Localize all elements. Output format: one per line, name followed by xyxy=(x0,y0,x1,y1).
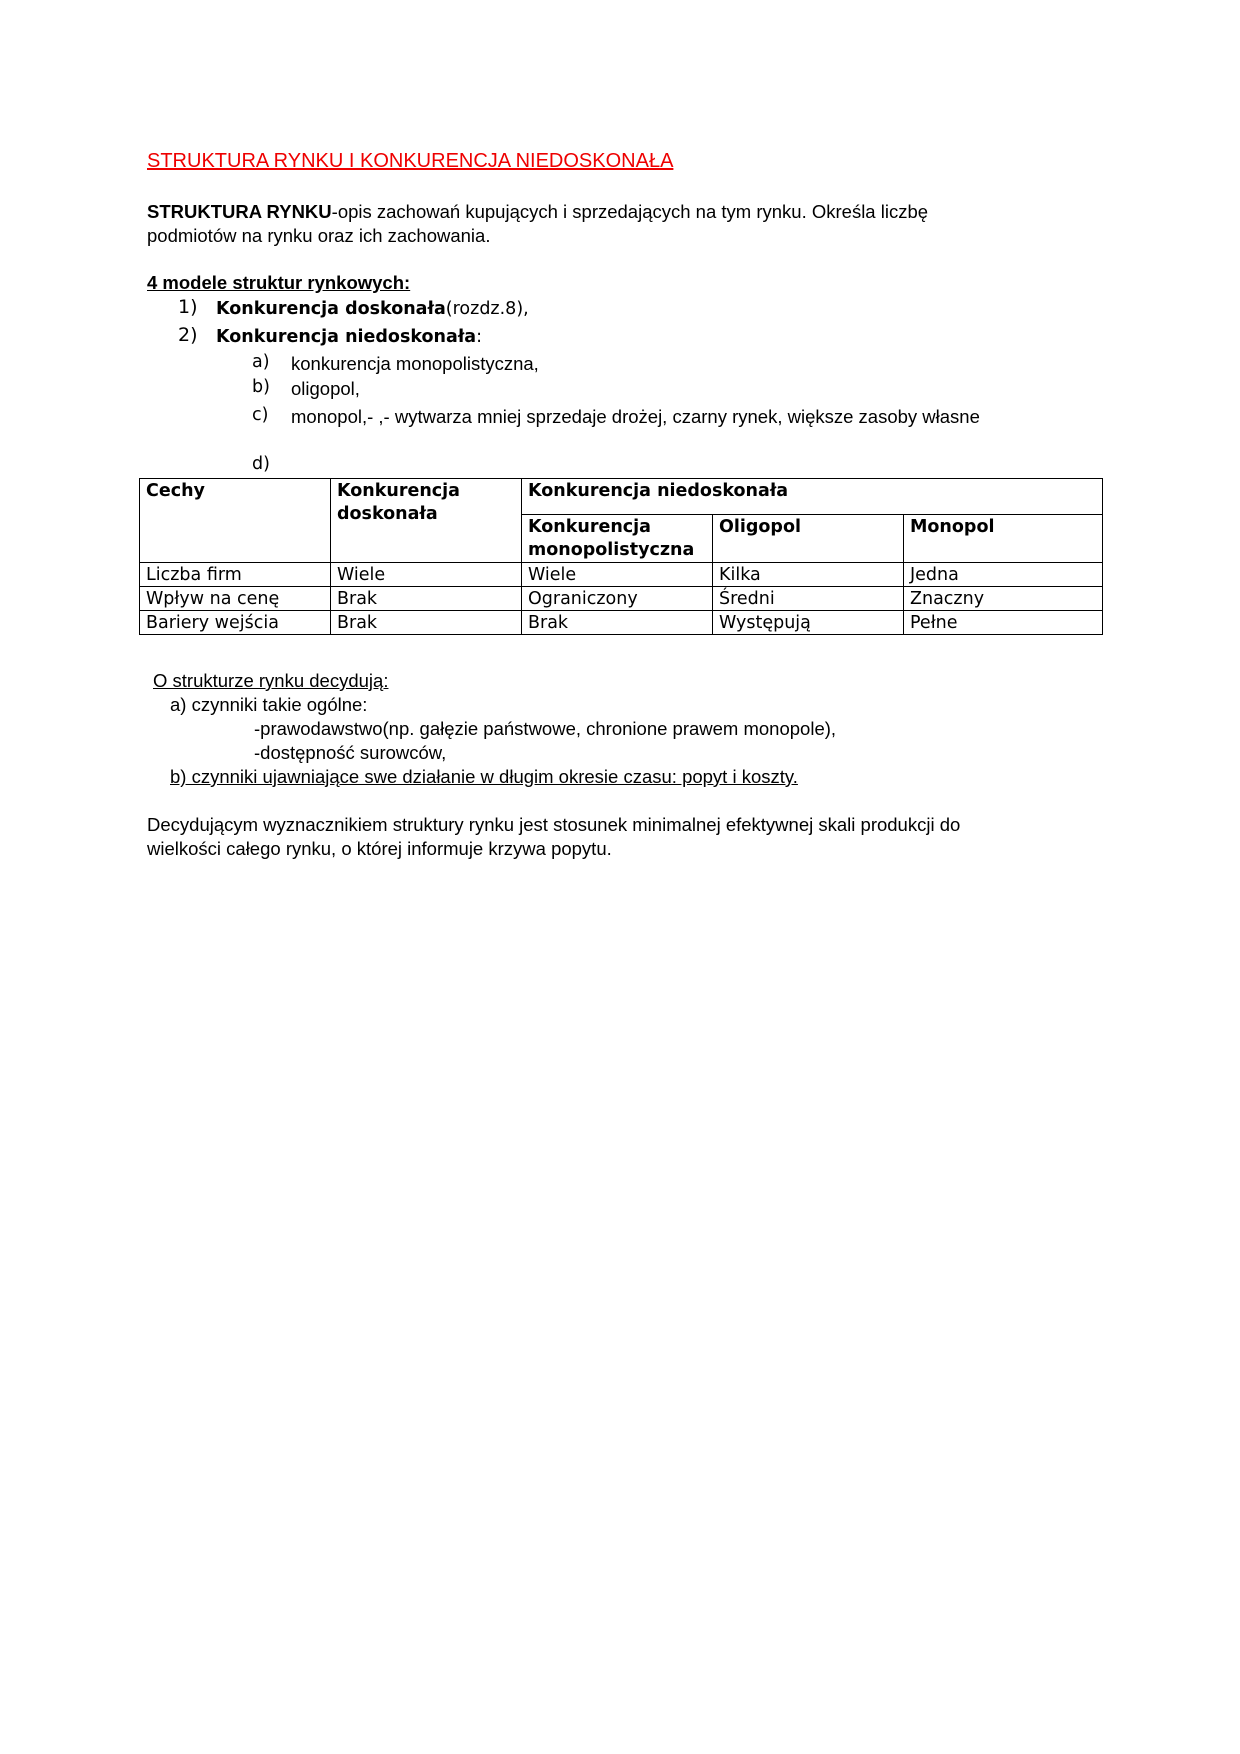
conclusion-line-1: Decydującym wyznacznikiem struktury rynku jest stosunek minimalnej efektywnej skali produkcji do xyxy=(147,814,961,835)
header-features: Cechy xyxy=(140,479,331,563)
header-imperfect-competition: Konkurencja niedoskonała xyxy=(522,479,1103,515)
table-cell: Jedna xyxy=(904,563,1103,587)
header-oligopoly: Oligopol xyxy=(713,515,904,563)
table-cell: Liczba firm xyxy=(140,563,331,587)
model-item-1-text xyxy=(216,299,529,319)
table-cell: Bariery wejścia xyxy=(140,611,331,635)
table-cell: Kilka xyxy=(713,563,904,587)
decide-item-a-1: -prawodawstwo(np. gałęzie państwowe, chronione prawem monopole), xyxy=(254,718,837,739)
table-cell: Brak xyxy=(331,611,522,635)
header-monopolistic-competition: Konkurencja monopolistyczna xyxy=(522,515,713,563)
model-item-2-bold: Konkurencja niedoskonała xyxy=(216,327,477,347)
table-cell: Wiele xyxy=(522,563,713,587)
model-item-1-bold: Konkurencja doskonała xyxy=(216,299,446,319)
header-perfect-competition: Konkurencja doskonała xyxy=(331,479,522,563)
decide-item-a: a) czynniki takie ogólne: xyxy=(170,694,368,715)
model-item-1-rest: (rozdz.8), xyxy=(445,299,529,319)
decide-item-a-2: -dostępność surowców, xyxy=(254,742,447,763)
model-item-2-rest: : xyxy=(476,327,483,347)
sub-item-text: oligopol, xyxy=(291,378,360,399)
comparison-table xyxy=(139,478,1103,635)
page-title: STRUKTURA RYNKU I KONKURENCJA NIEDOSKONAŁA xyxy=(147,150,674,172)
table-cell: Brak xyxy=(331,587,522,611)
table-cell: Ograniczony xyxy=(522,587,713,611)
list-number: 1) xyxy=(178,296,198,318)
table-cell: Brak xyxy=(522,611,713,635)
definition-text-1: -opis zachowań kupujących i sprzedających na tym rynku. Określa liczbę xyxy=(331,201,929,222)
table-cell: Średni xyxy=(713,587,904,611)
table-row xyxy=(140,587,1103,611)
definition-line-2: podmiotów na rynku oraz ich zachowania. xyxy=(147,225,491,246)
table-cell: Znaczny xyxy=(904,587,1103,611)
sub-item-text: konkurencja monopolistyczna, xyxy=(291,353,539,374)
sub-item-letter: d) xyxy=(252,454,270,474)
sub-item-letter: a) xyxy=(252,352,270,372)
decide-heading: O strukturze rynku decydują: xyxy=(153,670,389,691)
decide-item-b: b) czynniki ujawniające swe działanie w długim okresie czasu: popyt i koszty. xyxy=(170,766,798,787)
model-item-2 xyxy=(178,324,198,346)
header-monopoly: Monopol xyxy=(904,515,1103,563)
table-cell: Występują xyxy=(713,611,904,635)
sub-item-letter: c) xyxy=(252,405,269,425)
definition-line-1 xyxy=(147,200,928,224)
sub-item-letter: b) xyxy=(252,377,270,397)
table-row xyxy=(140,563,1103,587)
conclusion-line-2: wielkości całego rynku, o której informuje krzywa popytu. xyxy=(147,838,612,859)
sub-item-text: monopol,- ,- wytwarza mniej sprzedaje drożej, czarny rynek, większe zasoby własne xyxy=(291,406,980,427)
definition-term: STRUKTURA RYNKU xyxy=(147,201,332,222)
table-cell: Wpływ na cenę xyxy=(140,587,331,611)
table-row xyxy=(140,611,1103,635)
table-cell: Wiele xyxy=(331,563,522,587)
table-cell: Pełne xyxy=(904,611,1103,635)
models-heading: 4 modele struktur rynkowych: xyxy=(147,272,411,293)
list-number: 2) xyxy=(178,324,198,346)
model-item-2-text xyxy=(216,327,482,347)
model-item-1 xyxy=(178,296,198,318)
